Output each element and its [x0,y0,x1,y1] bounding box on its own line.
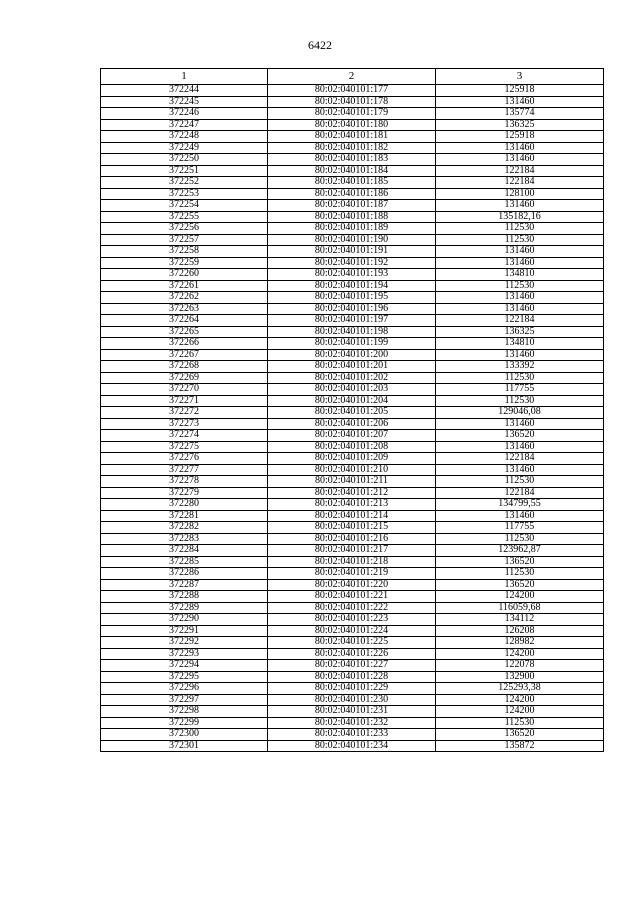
table-row [101,545,604,557]
table-row [101,648,604,660]
table-cell: 80:02:040101:216 [268,533,436,545]
table-cell: 80:02:040101:229 [268,683,436,695]
table-cell: 372265 [101,326,268,338]
table-cell: 80:02:040101:211 [268,476,436,488]
table-cell: 372269 [101,372,268,384]
table-cell: 80:02:040101:217 [268,545,436,557]
table-row [101,671,604,683]
table-cell: 112530 [436,372,604,384]
data-table [100,68,604,752]
table-cell: 80:02:040101:204 [268,395,436,407]
table-cell: 80:02:040101:182 [268,142,436,154]
table-row [101,131,604,143]
table-cell: 135872 [436,740,604,752]
table-cell: 122184 [436,487,604,499]
table-cell: 80:02:040101:198 [268,326,436,338]
table-row [101,280,604,292]
table-row [101,556,604,568]
table-cell: 80:02:040101:205 [268,407,436,419]
table-cell: 372259 [101,257,268,269]
table-row [101,729,604,741]
table-cell: 372263 [101,303,268,315]
table-cell: 112530 [436,223,604,235]
table-cell: 80:02:040101:214 [268,510,436,522]
table-cell: 372279 [101,487,268,499]
page-number: 6422 [308,38,332,52]
table-cell: 372254 [101,200,268,212]
table-cell: 80:02:040101:218 [268,556,436,568]
table-cell: 131460 [436,154,604,166]
table-row [101,522,604,534]
table-cell: 372246 [101,108,268,120]
table-row [101,349,604,361]
table-row [101,614,604,626]
table-cell: 131460 [436,464,604,476]
table-cell: 372297 [101,694,268,706]
table-cell: 372268 [101,361,268,373]
table-row [101,234,604,246]
table-cell: 372296 [101,683,268,695]
table-cell: 372272 [101,407,268,419]
table-cell: 112530 [436,568,604,580]
table-cell: 372276 [101,453,268,465]
table-row [101,211,604,223]
table-cell: 136520 [436,430,604,442]
table-cell: 122184 [436,177,604,189]
table-row [101,533,604,545]
table-cell: 372244 [101,85,268,97]
table-cell: 372301 [101,740,268,752]
table-cell: 80:02:040101:232 [268,717,436,729]
table-cell: 80:02:040101:206 [268,418,436,430]
table-row [101,706,604,718]
table-row [101,510,604,522]
table-cell: 372247 [101,119,268,131]
table-cell: 80:02:040101:224 [268,625,436,637]
table-cell: 116059,68 [436,602,604,614]
table-cell: 80:02:040101:226 [268,648,436,660]
table-row [101,200,604,212]
table-cell: 372271 [101,395,268,407]
table-cell: 80:02:040101:230 [268,694,436,706]
table-cell: 117755 [436,384,604,396]
table-cell: 80:02:040101:199 [268,338,436,350]
table-row [101,154,604,166]
table-cell: 372264 [101,315,268,327]
table-cell: 112530 [436,395,604,407]
table-cell: 80:02:040101:201 [268,361,436,373]
table-cell: 372262 [101,292,268,304]
table-cell: 80:02:040101:181 [268,131,436,143]
table-cell: 136325 [436,326,604,338]
table-cell: 80:02:040101:234 [268,740,436,752]
table-cell: 125918 [436,85,604,97]
table-row [101,246,604,258]
table-cell: 372294 [101,660,268,672]
table-cell: 80:02:040101:191 [268,246,436,258]
table-cell: 80:02:040101:180 [268,119,436,131]
table-row [101,430,604,442]
table-row [101,694,604,706]
table-cell: 131460 [436,257,604,269]
table-cell: 372285 [101,556,268,568]
table-cell: 123962,87 [436,545,604,557]
table-cell: 80:02:040101:212 [268,487,436,499]
table-row [101,165,604,177]
table-row [101,499,604,511]
table-row [101,579,604,591]
table-cell: 136520 [436,729,604,741]
table-cell: 80:02:040101:194 [268,280,436,292]
table-cell: 372252 [101,177,268,189]
table-row [101,257,604,269]
table-cell: 80:02:040101:228 [268,671,436,683]
table-cell: 372299 [101,717,268,729]
table-cell: 372300 [101,729,268,741]
table-row [101,717,604,729]
table-row [101,108,604,120]
table-row [101,188,604,200]
table-cell: 80:02:040101:177 [268,85,436,97]
table-cell: 112530 [436,533,604,545]
table-cell: 80:02:040101:186 [268,188,436,200]
table-row [101,418,604,430]
table-row [101,395,604,407]
table-row [101,683,604,695]
table-row [101,85,604,97]
table-cell: 131460 [436,441,604,453]
table-cell: 80:02:040101:225 [268,637,436,649]
table-cell: 80:02:040101:233 [268,729,436,741]
table-body [101,85,604,752]
column-header: 2 [268,69,436,85]
table-row [101,303,604,315]
table-row [101,96,604,108]
table-cell: 372284 [101,545,268,557]
table-cell: 372245 [101,96,268,108]
table-cell: 134799,55 [436,499,604,511]
table-cell: 372295 [101,671,268,683]
table-cell: 372248 [101,131,268,143]
table-cell: 134810 [436,269,604,281]
table-cell: 117755 [436,522,604,534]
table-cell: 136520 [436,579,604,591]
table-row [101,568,604,580]
table-row [101,407,604,419]
table-cell: 80:02:040101:210 [268,464,436,476]
table-cell: 112530 [436,234,604,246]
column-header: 1 [101,69,268,85]
table-row [101,476,604,488]
table-row [101,637,604,649]
table-row [101,338,604,350]
table-cell: 131460 [436,349,604,361]
table-cell: 80:02:040101:202 [268,372,436,384]
table-cell: 131460 [436,142,604,154]
table-cell: 80:02:040101:231 [268,706,436,718]
table-cell: 80:02:040101:190 [268,234,436,246]
table-cell: 124200 [436,694,604,706]
table-cell: 112530 [436,717,604,729]
table-cell: 134810 [436,338,604,350]
table-cell: 112530 [436,476,604,488]
table-row [101,453,604,465]
table-cell: 122184 [436,315,604,327]
table-cell: 372250 [101,154,268,166]
table-cell: 80:02:040101:227 [268,660,436,672]
table-header-row [101,69,604,85]
table-cell: 372283 [101,533,268,545]
table-cell: 372292 [101,637,268,649]
table-cell: 134112 [436,614,604,626]
table-cell: 122078 [436,660,604,672]
table-cell: 372255 [101,211,268,223]
table-cell: 372288 [101,591,268,603]
table-cell: 80:02:040101:178 [268,96,436,108]
table-cell: 80:02:040101:221 [268,591,436,603]
table-cell: 132900 [436,671,604,683]
table-cell: 131460 [436,246,604,258]
table-row [101,625,604,637]
table-cell: 80:02:040101:179 [268,108,436,120]
table-cell: 372293 [101,648,268,660]
table-cell: 80:02:040101:197 [268,315,436,327]
table-cell: 80:02:040101:203 [268,384,436,396]
table-cell: 131460 [436,292,604,304]
table-cell: 136325 [436,119,604,131]
table-cell: 372253 [101,188,268,200]
table-cell: 131460 [436,96,604,108]
table-cell: 80:02:040101:222 [268,602,436,614]
table-row [101,591,604,603]
table-row [101,142,604,154]
table-cell: 372277 [101,464,268,476]
table-cell: 372258 [101,246,268,258]
table-row [101,361,604,373]
table-cell: 80:02:040101:188 [268,211,436,223]
table-cell: 372291 [101,625,268,637]
table-cell: 80:02:040101:185 [268,177,436,189]
table-row [101,441,604,453]
table-row [101,315,604,327]
table-cell: 131460 [436,510,604,522]
table-cell: 80:02:040101:195 [268,292,436,304]
table-cell: 372256 [101,223,268,235]
table-cell: 80:02:040101:183 [268,154,436,166]
table-cell: 128100 [436,188,604,200]
table-cell: 124200 [436,648,604,660]
table-row [101,660,604,672]
table-row [101,177,604,189]
table-cell: 372267 [101,349,268,361]
table-cell: 372287 [101,579,268,591]
table-cell: 80:02:040101:200 [268,349,436,361]
table-cell: 122184 [436,165,604,177]
table-row [101,487,604,499]
table-row [101,223,604,235]
table-cell: 80:02:040101:184 [268,165,436,177]
table-cell: 80:02:040101:193 [268,269,436,281]
table-cell: 136520 [436,556,604,568]
table-row [101,119,604,131]
table-cell: 135774 [436,108,604,120]
table-cell: 372275 [101,441,268,453]
table-cell: 372278 [101,476,268,488]
table-cell: 372251 [101,165,268,177]
table-row [101,292,604,304]
table-row [101,269,604,281]
table-row [101,326,604,338]
table-cell: 372281 [101,510,268,522]
table-cell: 372257 [101,234,268,246]
table-cell: 80:02:040101:220 [268,579,436,591]
table-cell: 125293,38 [436,683,604,695]
table-cell: 80:02:040101:209 [268,453,436,465]
table-cell: 131460 [436,418,604,430]
table-cell: 80:02:040101:213 [268,499,436,511]
table-cell: 372266 [101,338,268,350]
table-row [101,372,604,384]
table-cell: 80:02:040101:223 [268,614,436,626]
table-cell: 372270 [101,384,268,396]
table-cell: 80:02:040101:207 [268,430,436,442]
table-cell: 372282 [101,522,268,534]
table-cell: 135182,16 [436,211,604,223]
table-cell: 125918 [436,131,604,143]
table-row [101,740,604,752]
table-cell: 372273 [101,418,268,430]
table-cell: 80:02:040101:192 [268,257,436,269]
table-cell: 128982 [436,637,604,649]
table-cell: 131460 [436,303,604,315]
table-row [101,464,604,476]
table-cell: 80:02:040101:208 [268,441,436,453]
table-cell: 372274 [101,430,268,442]
table-cell: 372298 [101,706,268,718]
table-cell: 126208 [436,625,604,637]
table-cell: 122184 [436,453,604,465]
table-cell: 372260 [101,269,268,281]
table-row [101,384,604,396]
table-row [101,602,604,614]
table-cell: 124200 [436,591,604,603]
table-cell: 372249 [101,142,268,154]
table-cell: 80:02:040101:219 [268,568,436,580]
table-cell: 133392 [436,361,604,373]
table-cell: 80:02:040101:196 [268,303,436,315]
table-cell: 372286 [101,568,268,580]
table-cell: 129046,08 [436,407,604,419]
table-cell: 80:02:040101:187 [268,200,436,212]
table-cell: 372261 [101,280,268,292]
table-cell: 124200 [436,706,604,718]
table-cell: 131460 [436,200,604,212]
column-header: 3 [436,69,604,85]
table-cell: 80:02:040101:215 [268,522,436,534]
table-cell: 112530 [436,280,604,292]
table-cell: 80:02:040101:189 [268,223,436,235]
table-cell: 372289 [101,602,268,614]
table-cell: 372290 [101,614,268,626]
table-cell: 372280 [101,499,268,511]
